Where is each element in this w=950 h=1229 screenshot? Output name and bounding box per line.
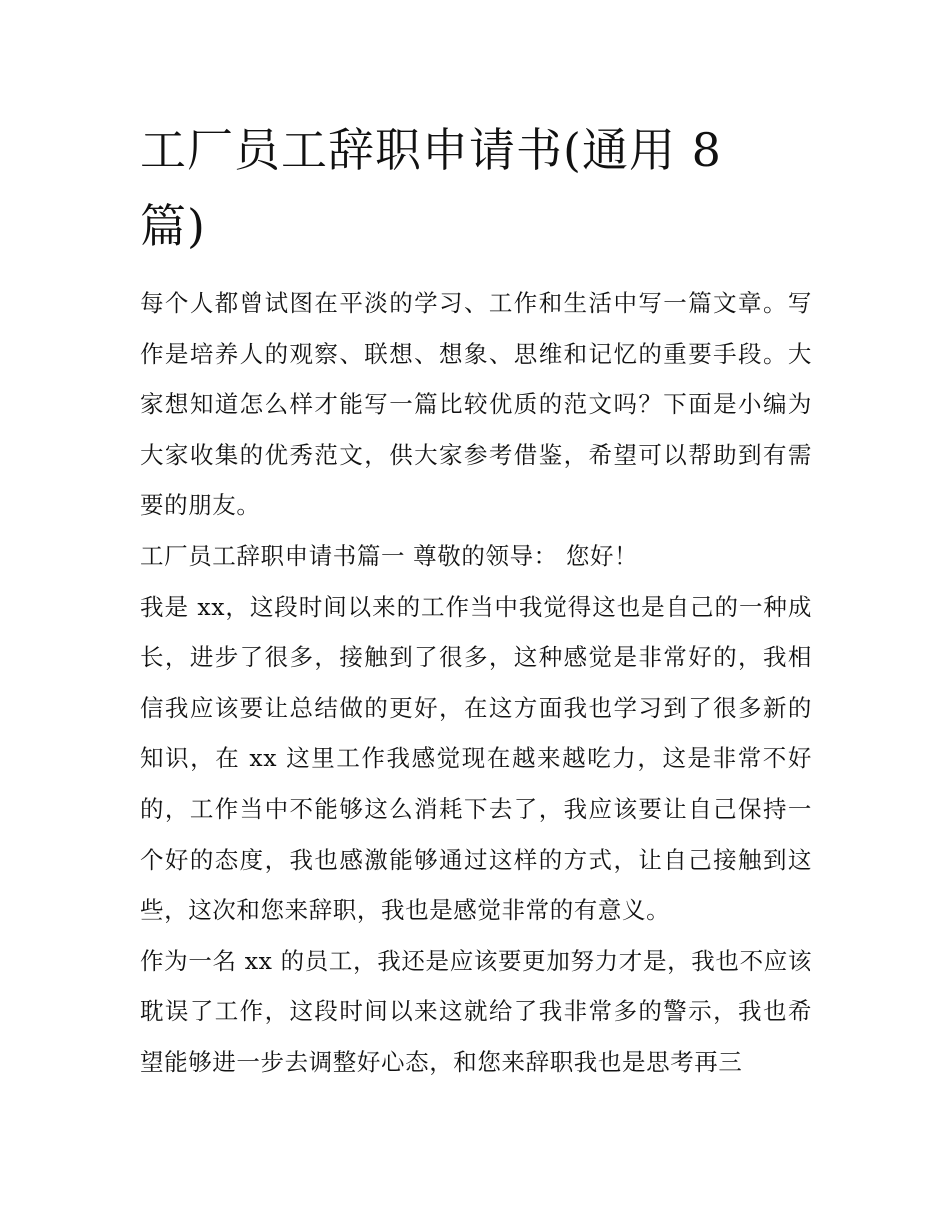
paragraph-intro: 每个人都曾试图在平淡的学习、工作和生活中写一篇文章。写作是培养人的观察、联想、想象、思维和记忆的重要手段。大家想知道怎么样才能写一篇比较优质的范文吗？下面是小编为大家收集的优秀范文，供大家参考借鉴，希望可以帮助到有需要的朋友。 <box>140 289 812 520</box>
document-title: 工厂员工辞职申请书(通用 8 篇) <box>140 123 722 253</box>
paragraph-body-1: 我是 xx，这段时间以来的工作当中我觉得这也是自己的一种成长，进步了很多，接触到了很多，这种感觉是非常好的，我相信我应该要让总结做的更好，在这方面我也学习到了很多新的知识，在 xx 这里工作我感觉现在越来越吃力，这是非常不好的，工作当中不能够这么消耗下去了，我应该要让自己保持一个好的态度，我也感激能够通过这样的方式，让自己接触到这些，这次和您来辞职，我也是感觉非常的有意义。 <box>140 592 812 925</box>
paragraph-salutation: 工厂员工辞职申请书篇一 尊敬的领导： 您好！ <box>140 541 639 570</box>
document-body <box>140 278 812 1088</box>
paragraph-body-2: 作为一名 xx 的员工，我还是应该要更加努力才是，我也不应该耽误了工作，这段时间以来这就给了我非常多的警示，我也希望能够进一步去调整好心态，和您来辞职我也是思考再三 <box>140 946 812 1076</box>
